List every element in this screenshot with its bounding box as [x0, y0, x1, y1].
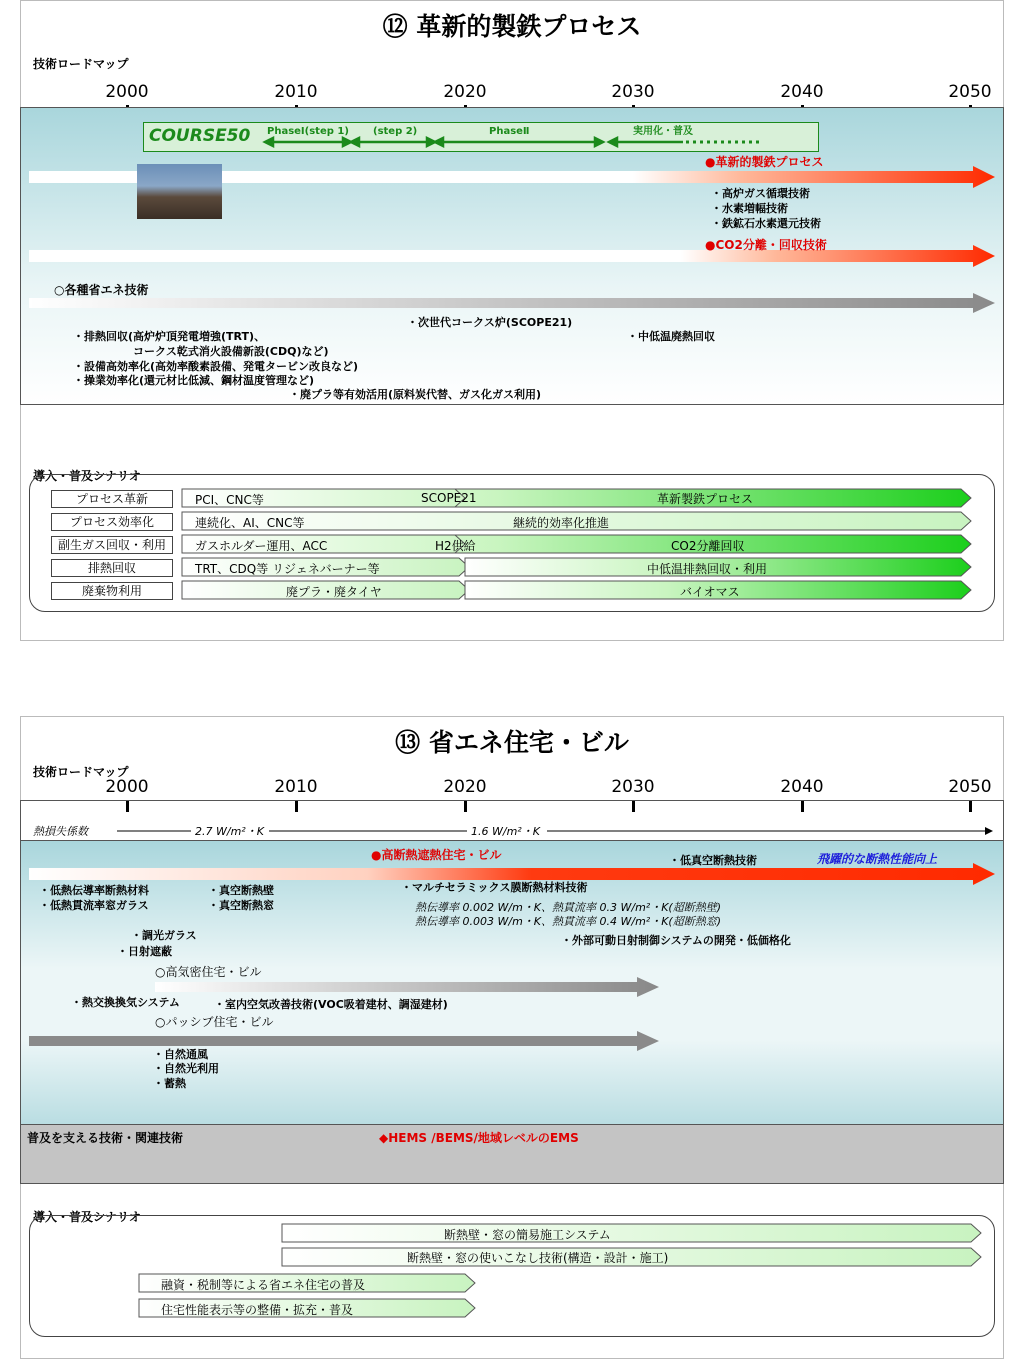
airtight-label: ○高気密住宅・ビル	[155, 965, 262, 979]
scenario-text: ガスホルダー運用、ACC	[195, 539, 328, 553]
heat-loss-value: 1.6 W/m²・K	[471, 825, 540, 838]
year-label: 2030	[611, 777, 655, 797]
year-label: 2050	[948, 82, 992, 102]
panel-steel	[20, 0, 1004, 641]
scenario-text: 住宅性能表示等の整備・拡充・普及	[161, 1303, 354, 1317]
scenario-text: 廃プラ・廃タイヤ	[286, 585, 382, 599]
phase-label: 実用化・普及	[633, 126, 693, 137]
course50-label: COURSE50	[149, 126, 251, 146]
scenario-label: 導入・普及シナリオ	[33, 469, 141, 483]
energy-item: ・設備高効率化(高効率酸素設備、発電タービン改良など)	[73, 360, 359, 373]
innov-item: ・鉄鉱石水素還元技術	[711, 217, 821, 230]
passive-label: ○パッシブ住宅・ビル	[155, 1015, 274, 1029]
year-label: 2030	[611, 82, 655, 102]
roadmap-label: 技術ロードマップ	[33, 57, 129, 71]
scenario-text: PCI、CNC等	[195, 493, 264, 507]
row-label: プロセス効率化	[51, 513, 173, 531]
panel-title: ⑬ 省エネ住宅・ビル	[395, 728, 629, 757]
scenario-text: バイオマス	[680, 585, 740, 599]
scenario-text: 断熱壁・窓の簡易施工システム	[444, 1228, 611, 1242]
year-label: 2040	[780, 777, 824, 797]
phase-label: (step 2)	[373, 126, 418, 137]
energy-item: ・廃プラ等有効活用(原料炭代替、ガス化ガス利用)	[289, 388, 542, 401]
year-label: 2050	[948, 777, 992, 797]
energy-label: ○各種省エネ技術	[54, 283, 149, 297]
co2-label: ●CO2分離・回収技術	[705, 238, 827, 252]
ceramic-spec: 熱伝導率 0.002 W/m・K、熱貫流率 0.3 W/m²・K(超断熱壁)	[415, 901, 721, 914]
insulation-item: ・低熱貫流率窓ガラス	[39, 899, 149, 912]
scope21-label: ・次世代コークス炉(SCOPE21)	[407, 316, 573, 329]
leap-label: 飛躍的な断熱性能向上	[817, 852, 938, 866]
scenario-text: 中低温排熱回収・利用	[647, 562, 768, 576]
phase-label: PhaseⅠ(step 1)	[267, 126, 349, 137]
vacuum-item: ・真空断熱窓	[208, 899, 274, 912]
shade-label: ・外部可動日射制御システムの開発・低価格化	[561, 934, 791, 947]
panel-title: ⑫ 革新的製鉄プロセス	[382, 12, 642, 41]
passive-item: ・自然通風	[153, 1048, 208, 1061]
passive-item: ・自然光利用	[153, 1062, 219, 1075]
passive-item: ・蓄熱	[153, 1077, 186, 1090]
scenario-text: 連続化、AI、CNC等	[195, 516, 305, 530]
innov-item: ・高炉ガス循環技術	[711, 187, 810, 200]
scenario-label: 導入・普及シナリオ	[33, 1210, 141, 1224]
scenario-text: 融資・税制等による省エネ住宅の普及	[161, 1278, 366, 1292]
scenario-text: 革新製鉄プロセス	[657, 492, 754, 506]
hx-label: ・熱交換換気システム	[71, 996, 180, 1009]
support-label: 普及を支える技術・関連技術	[27, 1131, 184, 1145]
glass-item: ・日射遮蔽	[117, 945, 172, 958]
midtemp-label: ・中低温廃熱回収	[627, 330, 715, 343]
ceramic-spec: 熱伝導率 0.003 W/m・K、熱貫流率 0.4 W/m²・K(超断熱窓)	[415, 915, 721, 928]
row-label: 排熱回収	[51, 559, 173, 577]
year-label: 2010	[274, 777, 318, 797]
year-label: 2000	[105, 82, 149, 102]
phase-label: PhaseⅡ	[489, 126, 530, 137]
heat-loss-label: 熱損失係数	[33, 825, 88, 838]
scenario-bars	[21, 1, 1003, 640]
insulation-item: ・低熱伝導率断熱材料	[39, 884, 149, 897]
ems-label: ◆HEMS /BEMS/地域レベルのEMS	[379, 1131, 579, 1145]
indoor-label: ・室内空気改善技術(VOC吸着建材、調湿建材)	[214, 998, 448, 1011]
scenario-text: H2供給	[435, 539, 476, 553]
innov-item: ・水素増幅技術	[711, 202, 788, 215]
vacuum-label: ・低真空断熱技術	[669, 854, 757, 867]
row-label: プロセス革新	[51, 490, 173, 508]
year-label: 2020	[443, 777, 487, 797]
scenario-text: 断熱壁・窓の使いこなし技術(構造・設計・施工)	[407, 1251, 669, 1265]
high-insulation-label: ●高断熱遮熱住宅・ビル	[371, 848, 502, 862]
ceramic-label: ・マルチセラミックス膜断熱材料技術	[401, 881, 588, 894]
scenario-text: CO2分離回収	[671, 539, 745, 553]
glass-item: ・調光ガラス	[131, 929, 197, 942]
row-label: 廃棄物利用	[51, 582, 173, 600]
year-label: 2010	[274, 82, 318, 102]
year-label: 2040	[780, 82, 824, 102]
panel-housing	[20, 716, 1004, 1359]
energy-item: ・操業効率化(還元材比低減、鋼材温度管理など)	[73, 374, 315, 387]
energy-item: ・排熱回収(高炉炉頂発電増強(TRT)、	[73, 330, 266, 343]
innov-label: ●革新的製鉄プロセス	[705, 155, 824, 169]
row-label: 副生ガス回収・利用	[51, 536, 173, 554]
scenario-text: TRT、CDQ等 リジェネバーナー等	[195, 562, 380, 576]
heat-loss-value: 2.7 W/m²・K	[195, 825, 264, 838]
energy-item: コークス乾式消火設備新設(CDQ)など)	[133, 345, 329, 358]
roadmap-label: 技術ロードマップ	[33, 765, 129, 779]
year-label: 2020	[443, 82, 487, 102]
vacuum-item: ・真空断熱壁	[208, 884, 274, 897]
year-label: 2000	[105, 777, 149, 797]
scenario-text: SCOPE21	[421, 491, 477, 505]
scenario-text: 継続的効率化推進	[513, 516, 610, 530]
